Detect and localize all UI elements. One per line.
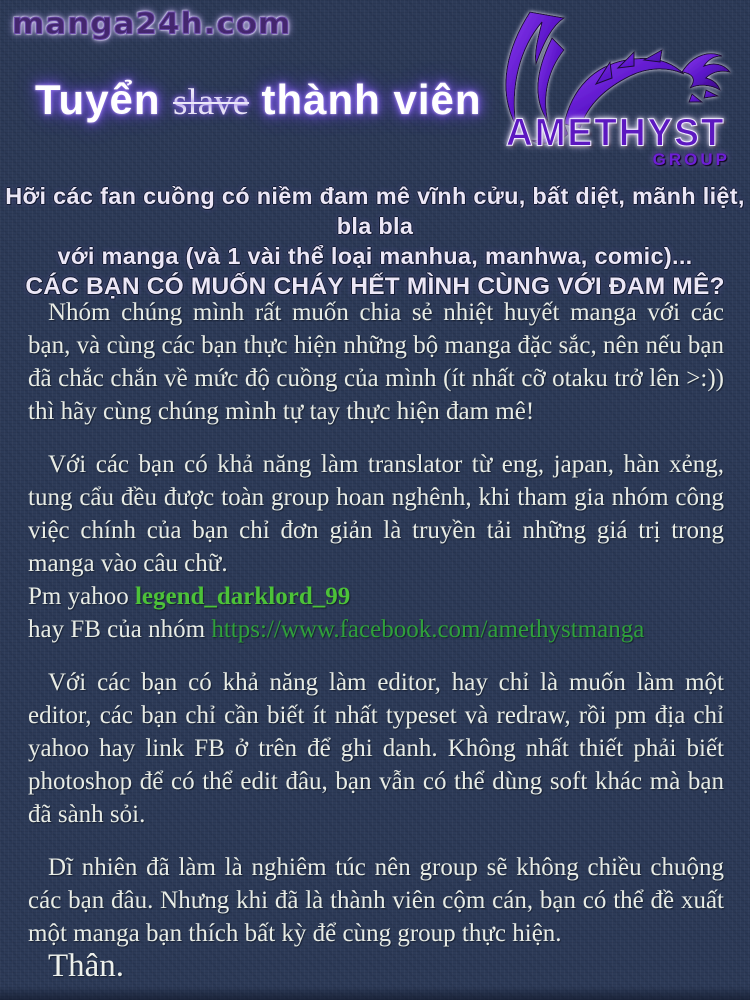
signoff: Thân. [48,948,125,984]
contact-yahoo-line [28,580,724,613]
paragraph-translator: Với các bạn có khả năng làm translator từ eng, japan, hàn xẻng, tung cẩu đều được toàn group hoan nghênh, khi tham gia nhóm công việc chính của bạn chỉ đơn giản là truyền tải những giá trị trong manga vào câu chữ. [28,451,724,577]
paragraph-gap [28,428,724,448]
site-logo: manga24h.com [12,6,292,42]
paragraph-about-group: Nhóm chúng mình rất muốn chia sẻ nhiệt huyết manga với các bạn, và cùng các bạn thực hiện những bộ manga đặc sắc, nên nếu bạn đã chắc chắn về mức độ cuồng của mình (ít nhất cỡ otaku trở lên >:)) thì hãy cùng chúng mình tự tay thực hiện đam mê! [28,299,724,425]
paragraph-gap [28,831,724,851]
intro-line-3: CÁC BẠN CÓ MUỐN CHÁY HẾT MÌNH CÙNG VỚI ĐAM MÊ? [25,273,725,300]
paragraph-gap [28,646,724,666]
intro-line-1: Hỡi các fan cuồng có niềm đam mê vĩnh cửu, bất diệt, mãnh liệt, bla bla [5,183,745,239]
fb-prefix: hay FB của nhóm [28,616,212,643]
page-title [35,76,482,124]
paragraph-editor: Với các bạn có khả năng làm editor, hay chỉ là muốn làm một editor, các bạn chỉ cần biết ít nhất typeset và redraw, rồi pm địa chỉ yahoo hay link FB ở trên để ghi danh. Không nhất thiết phải biết photoshop để có thể edit đâu, bạn vẫn có thể dùng soft khác mà bạn đã sành sỏi. [28,669,724,828]
group-name-label: AMETHYST [506,110,726,154]
contact-facebook-line [28,613,724,646]
intro-callout [0,181,750,303]
group-logo [468,4,744,172]
facebook-link[interactable]: https://www.facebook.com/amethystmanga [211,616,645,643]
paragraph-seriousness: Dĩ nhiên đã làm là nghiêm túc nên group sẽ không chiều chuộng các bạn đâu. Nhưng khi đã là thành viên cộm cán, bạn có thể đề xuất một manga bạn thích bất kỳ để cùng group thực hiện. [28,854,724,947]
title-word-member: thành viên [261,76,482,123]
title-word-struck: slave [173,82,250,123]
title-word-recruit: Tuyển [35,76,161,123]
body-text [28,296,724,983]
group-sub-label: GROUP [652,150,730,169]
yahoo-prefix: Pm yahoo [28,583,135,610]
intro-line-2: với manga (và 1 vài thể loại manhua, manhwa, comic)... [57,243,693,269]
yahoo-id: legend_darklord_99 [134,583,351,610]
